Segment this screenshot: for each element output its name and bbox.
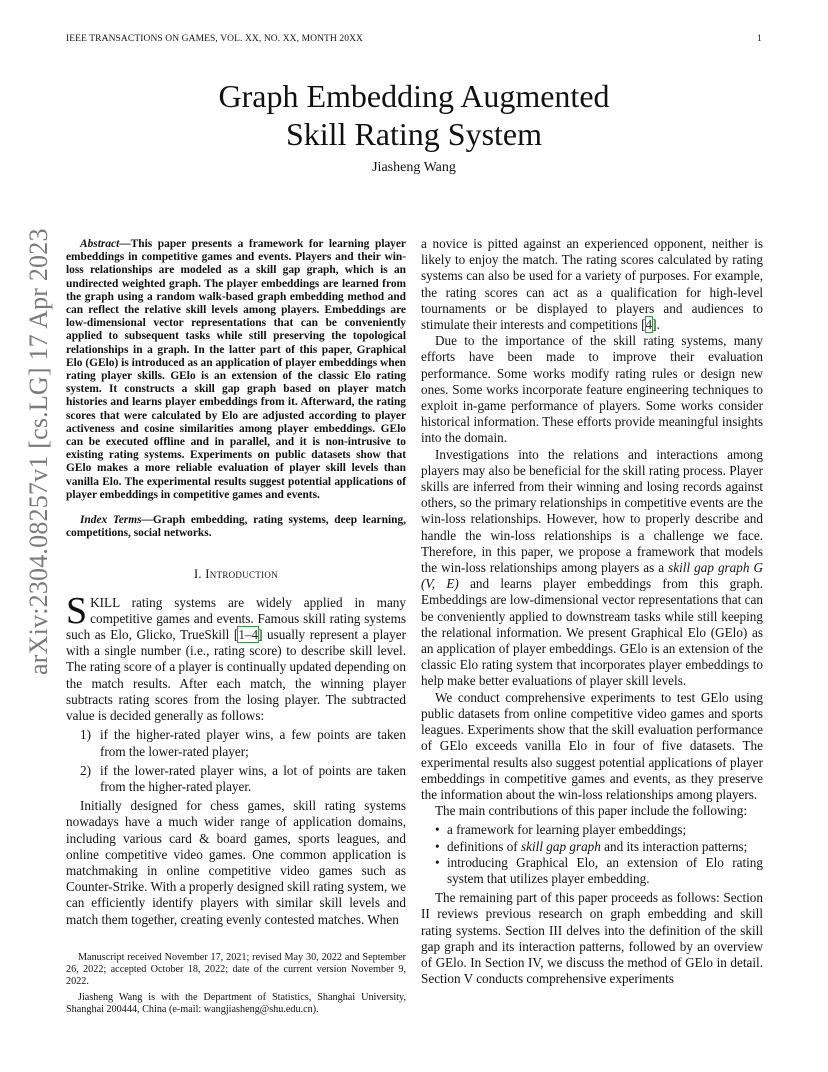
bullet-text: introducing Graphical Elo, an extension of Elo rating system that utilizes player embedding. <box>447 854 763 886</box>
right-p3-text-b: and learns player embeddings from this graph. Embeddings are low-dimensional vector representations that can be conveniently applied to downstream tasks while still keeping the relational information. We present Graphical Elo (GElo) as an application of player embeddings. GElo is an extension of the classic Elo rating system that incorporates player embeddings to help make better evaluations of player skill levels. <box>421 576 763 689</box>
intro-paragraph-1 <box>66 589 406 725</box>
intro-p1-text-a: KILL rating systems are widely applied in many competitive games and events. Famous skill rating systems such as Elo, Glicko, TrueSkill [ <box>66 594 406 643</box>
index-terms <box>66 514 406 540</box>
bullet-marker: • <box>435 822 440 838</box>
author-name: Jiasheng Wang <box>372 160 456 175</box>
bullet-marker: • <box>435 838 440 854</box>
right-paragraph-3 <box>421 447 763 690</box>
page-number: 1 <box>757 34 762 44</box>
right-paragraph-5: The main contributions of this paper include the following: <box>435 803 748 819</box>
bullet-text: definitions of <box>447 838 521 854</box>
list-item <box>66 727 406 759</box>
bullet-emphasis: skill gap graph <box>521 838 601 854</box>
abstract-text: —This paper presents a framework for learning player embeddings in competitive games and events. Players and their win-loss relationships are modeled as a skill gap graph, which is an undirected weighted graph. The player embeddings are learned from the graph using a random walk-based graph embedding method and can reflect the relative skill levels among players. Embeddings are low-dimensional vector representations that can be conveniently applied to subsequent tasks while still preserving the topological relationships in a graph. In the latter part of this paper, Graphical Elo (GElo) is introduced as an application of player embeddings when rating player skills. GElo is an extension of the classic Elo rating system. It constructs a skill gap graph based on player match histories and learns player embeddings from it. Afterward, the rating scores that were calculated by Elo are adjusted according to player activeness and cosine similarities among player embeddings. GElo can be executed offline and in parallel, and it is non-intrusive to existing rating systems. Experiments on public datasets show that GElo makes a more reliable evaluation of player skill levels than vanilla Elo. The experimental results suggest potential applications of player embeddings in competitive games and events. <box>66 238 406 501</box>
bullet-text: and its interaction patterns; <box>600 838 748 854</box>
citation-link[interactable]: 4 <box>645 317 653 333</box>
paper-title <box>0 77 828 153</box>
abstract-label: Abstract <box>80 238 120 250</box>
right-paragraph-1 <box>421 236 763 333</box>
running-head: IEEE TRANSACTIONS ON GAMES, VOL. XX, NO. XX, MONTH 20XX <box>66 34 364 44</box>
right-p1-text-a: a novice is pitted against an experienced opponent, neither is likely to enjoy the match. The rating scores calculated by rating systems can also be used for a variety of purposes. For example, the rating scores can act as a qualification for high-level tournaments or be displayed to players and audiences to stimulate their interests and competitions [ <box>421 236 763 333</box>
footnote-manuscript: Manuscript received November 17, 2021; revised May 30, 2022 and September 26, 2022; accepted October 18, 2022; date of the current version November 9, 2022. <box>66 952 406 987</box>
list-item <box>421 822 763 838</box>
right-p3-text-a: Investigations into the relations and interactions among players may also be beneficial for the skill rating process. Player skills are inferred from their winning and losing records against others, so the primary relationships in competitive events are the win-loss relationships. However, how to properly describe and handle the win-loss relationships is a challenge we face. Therefore, in this paper, we propose a framework that models the win-loss relationships among players as a <box>421 446 763 576</box>
arxiv-stamp[interactable]: arXiv:2304.08257v1 [cs.LG] 17 Apr 2023 <box>24 228 53 675</box>
title-line-1: Graph Embedding Augmented <box>218 78 610 114</box>
right-p1-text-b: ]. <box>652 317 660 333</box>
list-item <box>66 763 406 795</box>
intro-p1-text-b: ] usually represent a player with a single number (i.e., rating score) to describe skill level. The rating score of a player is continually updated depending on the match results. After each match, the winning player subtracts rating scores from the losing player. The subtracted value is decided generally as follows: <box>66 627 406 724</box>
list-item-text: if the lower-rated player wins, a lot of points are taken from the higher-rated player. <box>100 762 406 794</box>
intro-paragraph-2: Initially designed for chess games, skill rating systems nowadays have a much wider range of application domains, including various card & board games, sports leagues, and online competitive video games. One common application is matchmaking in online competitive video games such as Counter-Strike. With a properly designed skill rating system, we can efficiently identify players with similar skill levels and match them together, creating evenly contested matches. When <box>66 798 406 927</box>
skill-gap-graph-term: skill gap graph <box>668 560 750 576</box>
index-terms-label: Index Terms <box>80 514 142 527</box>
index-terms-text: —Graph embedding, rating systems, deep learning, competitions, social networks. <box>66 514 406 540</box>
footnote <box>66 952 406 1016</box>
right-paragraph-4: We conduct comprehensive experiments to test GElo using public datasets from online competitive video games and sports leagues. Experiments show that the skill evaluation performance of GElo exceeds vanilla Elo in four of five datasets. The experimental results also suggest potential applications of player embeddings in competitive games and events, as they preserve the information about the win-loss relationships among players. <box>421 689 763 802</box>
drop-cap: S <box>66 589 88 632</box>
list-marker: 1) <box>80 727 91 743</box>
graph-notation: G (V, E) <box>421 560 764 592</box>
list-item <box>421 839 763 855</box>
section-heading-introduction: I. Introduction <box>193 567 279 582</box>
title-line-2: Skill Rating System <box>285 116 543 152</box>
left-column <box>66 238 406 928</box>
contributions-list <box>421 822 763 887</box>
list-item <box>421 855 763 887</box>
footnote-affiliation: Jiasheng Wang is with the Department of Statistics, Shanghai University, Shanghai 200444, China (e-mail: wangjiasheng@shu.edu.cn). <box>66 992 406 1015</box>
bullet-marker: • <box>435 854 440 870</box>
list-item-text: if the higher-rated player wins, a few points are taken from the lower-rated player; <box>100 727 406 759</box>
right-column <box>421 236 763 987</box>
bullet-text: a framework for learning player embeddings; <box>447 822 687 838</box>
abstract <box>66 238 406 502</box>
list-marker: 2) <box>80 762 91 778</box>
numbered-list <box>66 727 406 795</box>
right-paragraph-6: The remaining part of this paper proceeds as follows: Section II reviews previous research on graph embedding and skill rating systems. Section III delves into the definition of the skill gap graph and its interaction patterns, followed by an overview of GElo. In Section IV, we discuss the method of GElo in detail. Section V conducts comprehensive experiments <box>421 890 763 987</box>
right-paragraph-2: Due to the importance of the skill rating systems, many efforts have been made to improve their evaluation performance. Some works modify rating rules or design new ones. Some works incorporate feature engineering techniques to exploit in-game performance of players. Some works consider historical information. These efforts provide meaningful insights into the domain. <box>421 333 763 446</box>
citation-link[interactable]: 1–4 <box>238 627 259 643</box>
